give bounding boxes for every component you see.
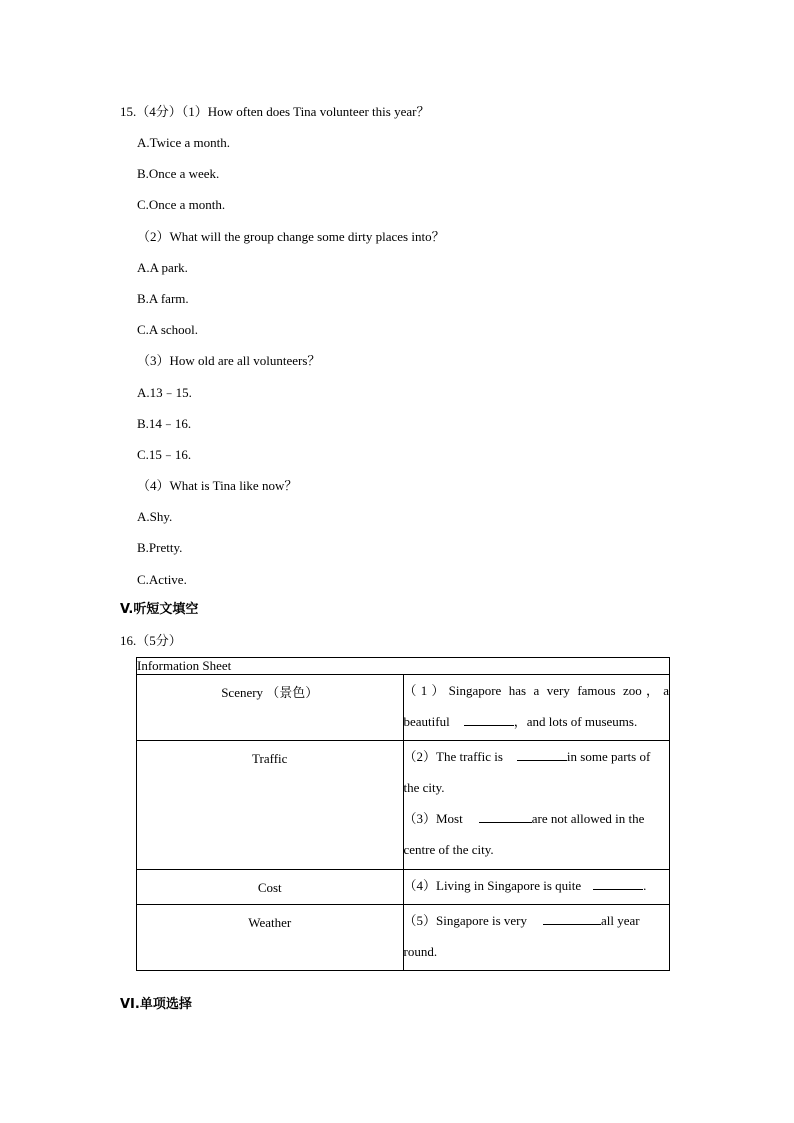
- cost-line-1: [404, 870, 670, 901]
- q15-4-question: （4）What is Tina like now？: [137, 478, 298, 493]
- weather-line-1: [404, 905, 670, 936]
- q15-4-option-c: C.Active.: [137, 572, 187, 587]
- section-vi-heading: VI.单项选择: [120, 997, 192, 1012]
- table-row: [137, 658, 670, 675]
- q15-1-option-b: B.Once a week.: [137, 166, 220, 181]
- blank-3[interactable]: [479, 810, 532, 823]
- table-row: [137, 905, 670, 971]
- weather-line-1-post: all year: [600, 913, 640, 928]
- cost-line-1-post: .: [643, 878, 647, 893]
- table-title: Information Sheet: [137, 658, 232, 673]
- cost-label-cell: [137, 870, 404, 905]
- traffic-line-1-post: in some parts of: [566, 749, 651, 764]
- blank-4[interactable]: [593, 877, 643, 890]
- scenery-line-2-pre: beautiful: [403, 714, 450, 729]
- scenery-label-cell: [137, 675, 404, 741]
- q15-1-option-a: A.Twice a month.: [137, 135, 230, 150]
- q15-2-option-b: B.A farm.: [137, 291, 189, 306]
- q15-3-option-a: A.13﹣15.: [137, 385, 192, 400]
- weather-line-2: round.: [403, 944, 438, 959]
- traffic-line-3: [404, 803, 670, 834]
- weather-answer-cell: [403, 905, 670, 971]
- table-title-cell: [137, 658, 670, 675]
- weather-label: Weather: [248, 915, 292, 930]
- scenery-answer-cell: [403, 675, 670, 741]
- traffic-line-1-pre: （2）The traffic is: [403, 749, 503, 764]
- q15-4-option-b: B.Pretty.: [137, 540, 183, 555]
- q15-3-option-c: C.15﹣16.: [137, 447, 192, 462]
- q15-4-option-a: A.Shy.: [137, 509, 173, 524]
- traffic-line-2: the city.: [403, 780, 445, 795]
- q15-3-option-b: B.14﹣16.: [137, 416, 192, 431]
- cost-line-1-pre: （4）Living in Singapore is quite: [403, 878, 582, 893]
- q15-1-option-c: C.Once a month.: [137, 197, 226, 212]
- q15-2-question: （2）What will the group change some dirty places into？: [137, 229, 445, 244]
- traffic-line-3-post: are not allowed in the: [531, 811, 645, 826]
- table-row: [137, 675, 670, 741]
- q15-2-option-a: A.A park.: [137, 260, 188, 275]
- cost-answer-cell: [403, 870, 670, 905]
- table-row: [137, 870, 670, 905]
- q15-3-question: （3）How old are all volunteers？: [137, 353, 321, 368]
- table-row: [137, 741, 670, 870]
- weather-label-cell: [137, 905, 404, 971]
- blank-5[interactable]: [543, 912, 601, 925]
- traffic-line-3-pre: （3）Most: [403, 811, 463, 826]
- q16-header: 16.（5分）: [120, 633, 182, 648]
- q15-2-option-c: C.A school.: [137, 322, 199, 337]
- section-v-heading: V.听短文填空: [120, 602, 199, 617]
- blank-2[interactable]: [517, 748, 567, 761]
- scenery-line-2-post: ，and lots of museums.: [513, 714, 638, 729]
- traffic-label: Traffic: [252, 751, 288, 766]
- scenery-label: Scenery （景色）: [221, 685, 319, 700]
- scenery-line-1: （1）Singapore has a very famous zoo，a: [403, 683, 669, 698]
- information-sheet-table: [136, 657, 670, 971]
- cost-label: Cost: [257, 880, 282, 895]
- scenery-line-2: [404, 706, 670, 737]
- weather-line-1-pre: （5）Singapore is very: [403, 913, 527, 928]
- blank-1[interactable]: [464, 713, 514, 726]
- traffic-line-4: centre of the city.: [403, 842, 494, 857]
- traffic-label-cell: [137, 741, 404, 870]
- traffic-line-1: [404, 741, 670, 772]
- q15-header: 15.（4分）（1）How often does Tina volunteer this year？: [120, 104, 430, 119]
- traffic-answer-cell: [403, 741, 670, 870]
